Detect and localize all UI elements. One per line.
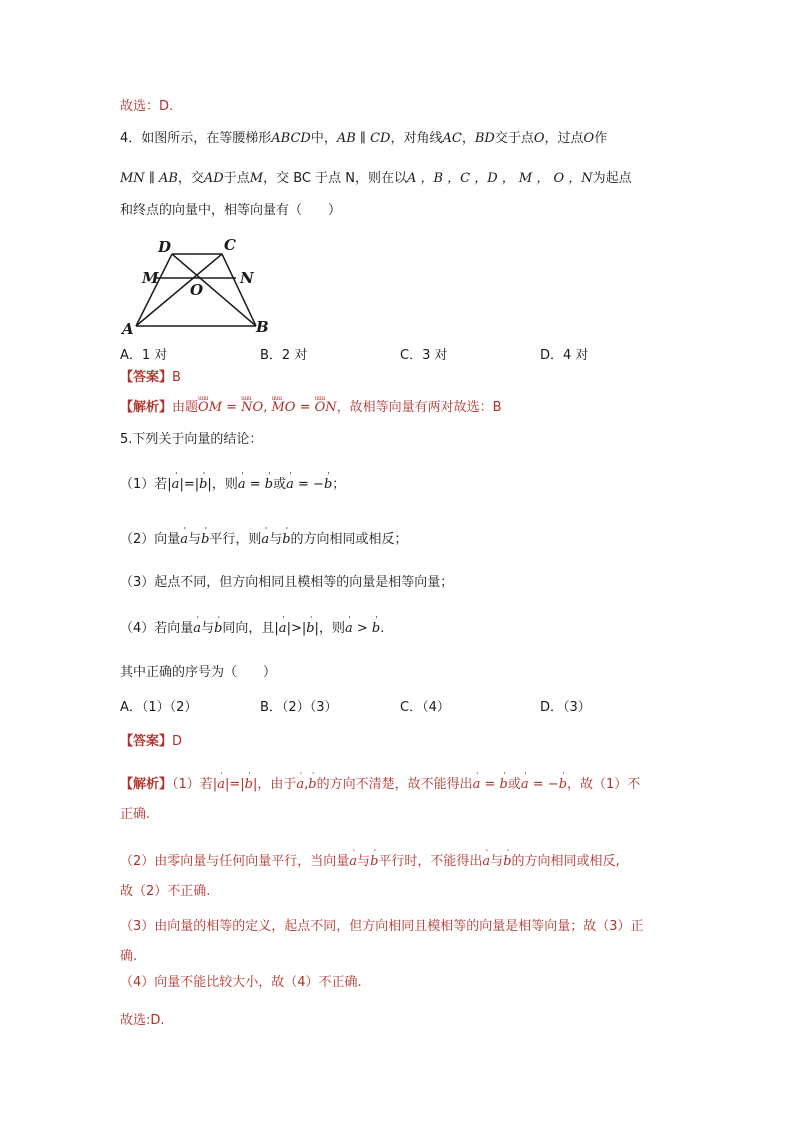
analysis-text: 确. [120, 949, 138, 964]
analysis-text: 的方向相同或相反, [511, 854, 620, 869]
vector-mo: uuu MO [271, 399, 295, 417]
vector-no: uuu NO [241, 399, 263, 417]
s4-text: . [380, 621, 385, 636]
s4-text: 与 [201, 621, 215, 636]
q5-statement-4: （4）若向量' a与' b同向，且|' a|>|' b|，则' a > ' b. [120, 620, 384, 638]
q4-option-d: D．4 对 [540, 348, 589, 363]
q4-line-3: 和终点的向量中，相等向量有（ ） [120, 203, 342, 218]
q4-analysis: 【解析】由题uuu OM = uuu NO, uuu MO = uuu ON，故相等向量有两对故选：B [120, 399, 502, 417]
s1-text: （1）若 [120, 477, 168, 492]
q4-text: ，过点 [544, 131, 584, 146]
analysis-text: 平行时，不能得出 [378, 854, 483, 869]
q4-m: M [249, 171, 264, 186]
q4-text: ，对角线 [390, 131, 443, 146]
analysis-text: 与 [357, 854, 371, 869]
s1-text: 或 [273, 477, 287, 492]
q4-trapezoid: ABCD [271, 131, 311, 146]
q5-analysis-4: （4）向量不能比较大小，故（4）不正确. [120, 975, 362, 990]
segment-ad [136, 254, 172, 326]
analysis-text: 正确. [120, 807, 151, 822]
answer-label: 【答案】 [120, 734, 173, 749]
analysis-text: ，故相等向量有两对故选：B [336, 400, 502, 415]
segment-ac [136, 254, 222, 326]
q5-answer [120, 733, 182, 751]
s2-text: 与 [269, 532, 283, 547]
q4-points: A ，B ，C ，D ， M ， O ，N [406, 171, 593, 186]
q4-parallel: AB ∥ CD [336, 131, 391, 146]
analysis-text: 由题 [172, 400, 199, 415]
s4-text: （4）若向量 [120, 621, 194, 636]
analysis-label: 【解析】 [120, 777, 173, 792]
answer-label: 【答案】 [120, 370, 173, 385]
label-n: N [240, 269, 254, 287]
q5-option-a: A．（1）（2） [120, 700, 198, 715]
q5-statement-3: （3）起点不同，但方向相同且模相等的向量是相等向量； [120, 575, 454, 590]
q4-text: ， [461, 131, 475, 146]
s1-text: ，则 [211, 477, 238, 492]
q5-option-b: B．（2）（3） [260, 700, 338, 715]
analysis-text: （3）由向量的相等的定义，起点不同，但方向相同且模相等的向量是相等向量；故（3）正 [120, 919, 644, 934]
answer-value: D [172, 734, 183, 749]
label-d: D [158, 238, 172, 256]
q4-option-a: A．1 对 [120, 348, 168, 363]
q4-o: O [583, 131, 595, 146]
q4-text: 为起点 [592, 171, 632, 186]
s4-text: ，则 [318, 621, 345, 636]
q5-question: 其中正确的序号为（ ） [120, 665, 277, 680]
q4-o: O [533, 131, 545, 146]
q4-mn: MN ∥ AB [120, 171, 178, 186]
q5-analysis-3 [120, 912, 680, 972]
q4-text: ，交 [177, 171, 204, 186]
segment-bd [172, 254, 256, 326]
q4-text: 4．如图所示，在等腰梯形 [120, 131, 272, 146]
q4-line-1 [120, 130, 607, 148]
q4-options [120, 347, 680, 365]
label-o: O [190, 281, 204, 299]
q5-title: 5.下列关于向量的结论： [120, 432, 263, 447]
s2-text: 的方向相同或相反； [290, 532, 408, 547]
segment-bc [222, 254, 256, 326]
q4-line-2 [120, 170, 632, 188]
q4-answer [120, 369, 181, 387]
q5-statement-2: （2）向量' a与' b平行，则' a与' b的方向相同或相反； [120, 531, 408, 549]
q4-text: 交于点 [494, 131, 534, 146]
q4-text: ，交 BC 于点 N，则在以 [263, 171, 407, 186]
q4-option-c: C．3 对 [400, 348, 448, 363]
q4-text: 于点 [223, 171, 250, 186]
analysis-text: 故（2）不正确. [120, 884, 211, 899]
q5-analysis-2: （2）由零向量与任何向量平行，当向量' a与' b平行时，不能得出' a与' b的方向相同或相反, 故（2）不正确. [120, 847, 680, 907]
q5-analysis-1: 【解析】（1）若|' a|=|' b|，由于' a,' b的方向不清楚，故不能得出' a = ' b或' a = −' b，故（1）不 正确. [120, 770, 680, 830]
q5-option-c: C．（4） [400, 700, 450, 715]
vector-om: uuu OM [198, 399, 222, 417]
analysis-label: 【解析】 [120, 400, 173, 415]
q5-options [120, 699, 680, 717]
analysis-text: 的方向不清楚，故不能得出 [316, 777, 473, 792]
q4-text: 中， [310, 131, 337, 146]
previous-answer: 故选：D. [120, 99, 174, 114]
analysis-text: ，故（1）不 [567, 777, 641, 792]
q4-bd: BD [474, 131, 495, 146]
q5-option-d: D．（3） [540, 700, 591, 715]
analysis-text: 与 [490, 854, 504, 869]
analysis-text: （1）若 [172, 777, 213, 792]
q4-text: 作 [594, 131, 608, 146]
label-b: B [256, 318, 269, 336]
vector-on: uuu ON [315, 399, 337, 417]
q5-final: 故选:D. [120, 1013, 165, 1028]
label-c: C [224, 236, 236, 254]
analysis-text: ，由于 [257, 777, 297, 792]
s2-text: 与 [188, 532, 202, 547]
s1-text: ； [332, 477, 346, 492]
answer-value: B [172, 370, 181, 385]
q4-ac: AC [442, 131, 462, 146]
label-a: A [122, 320, 134, 338]
q4-option-b: B．2 对 [260, 348, 308, 363]
s2-text: 平行，则 [209, 532, 262, 547]
q4-ad: AD [203, 171, 224, 186]
s4-text: 同向，且 [222, 621, 275, 636]
q5-statement-1: （1）若|' a|=|' b|，则' a = ' b或' a = −' b； [120, 476, 345, 494]
analysis-text: （2）由零向量与任何向量平行，当向量 [120, 854, 350, 869]
s2-text: （2）向量 [120, 532, 181, 547]
analysis-text: 或 [507, 777, 521, 792]
trapezoid-figure [118, 232, 278, 342]
label-m: M [142, 269, 159, 287]
